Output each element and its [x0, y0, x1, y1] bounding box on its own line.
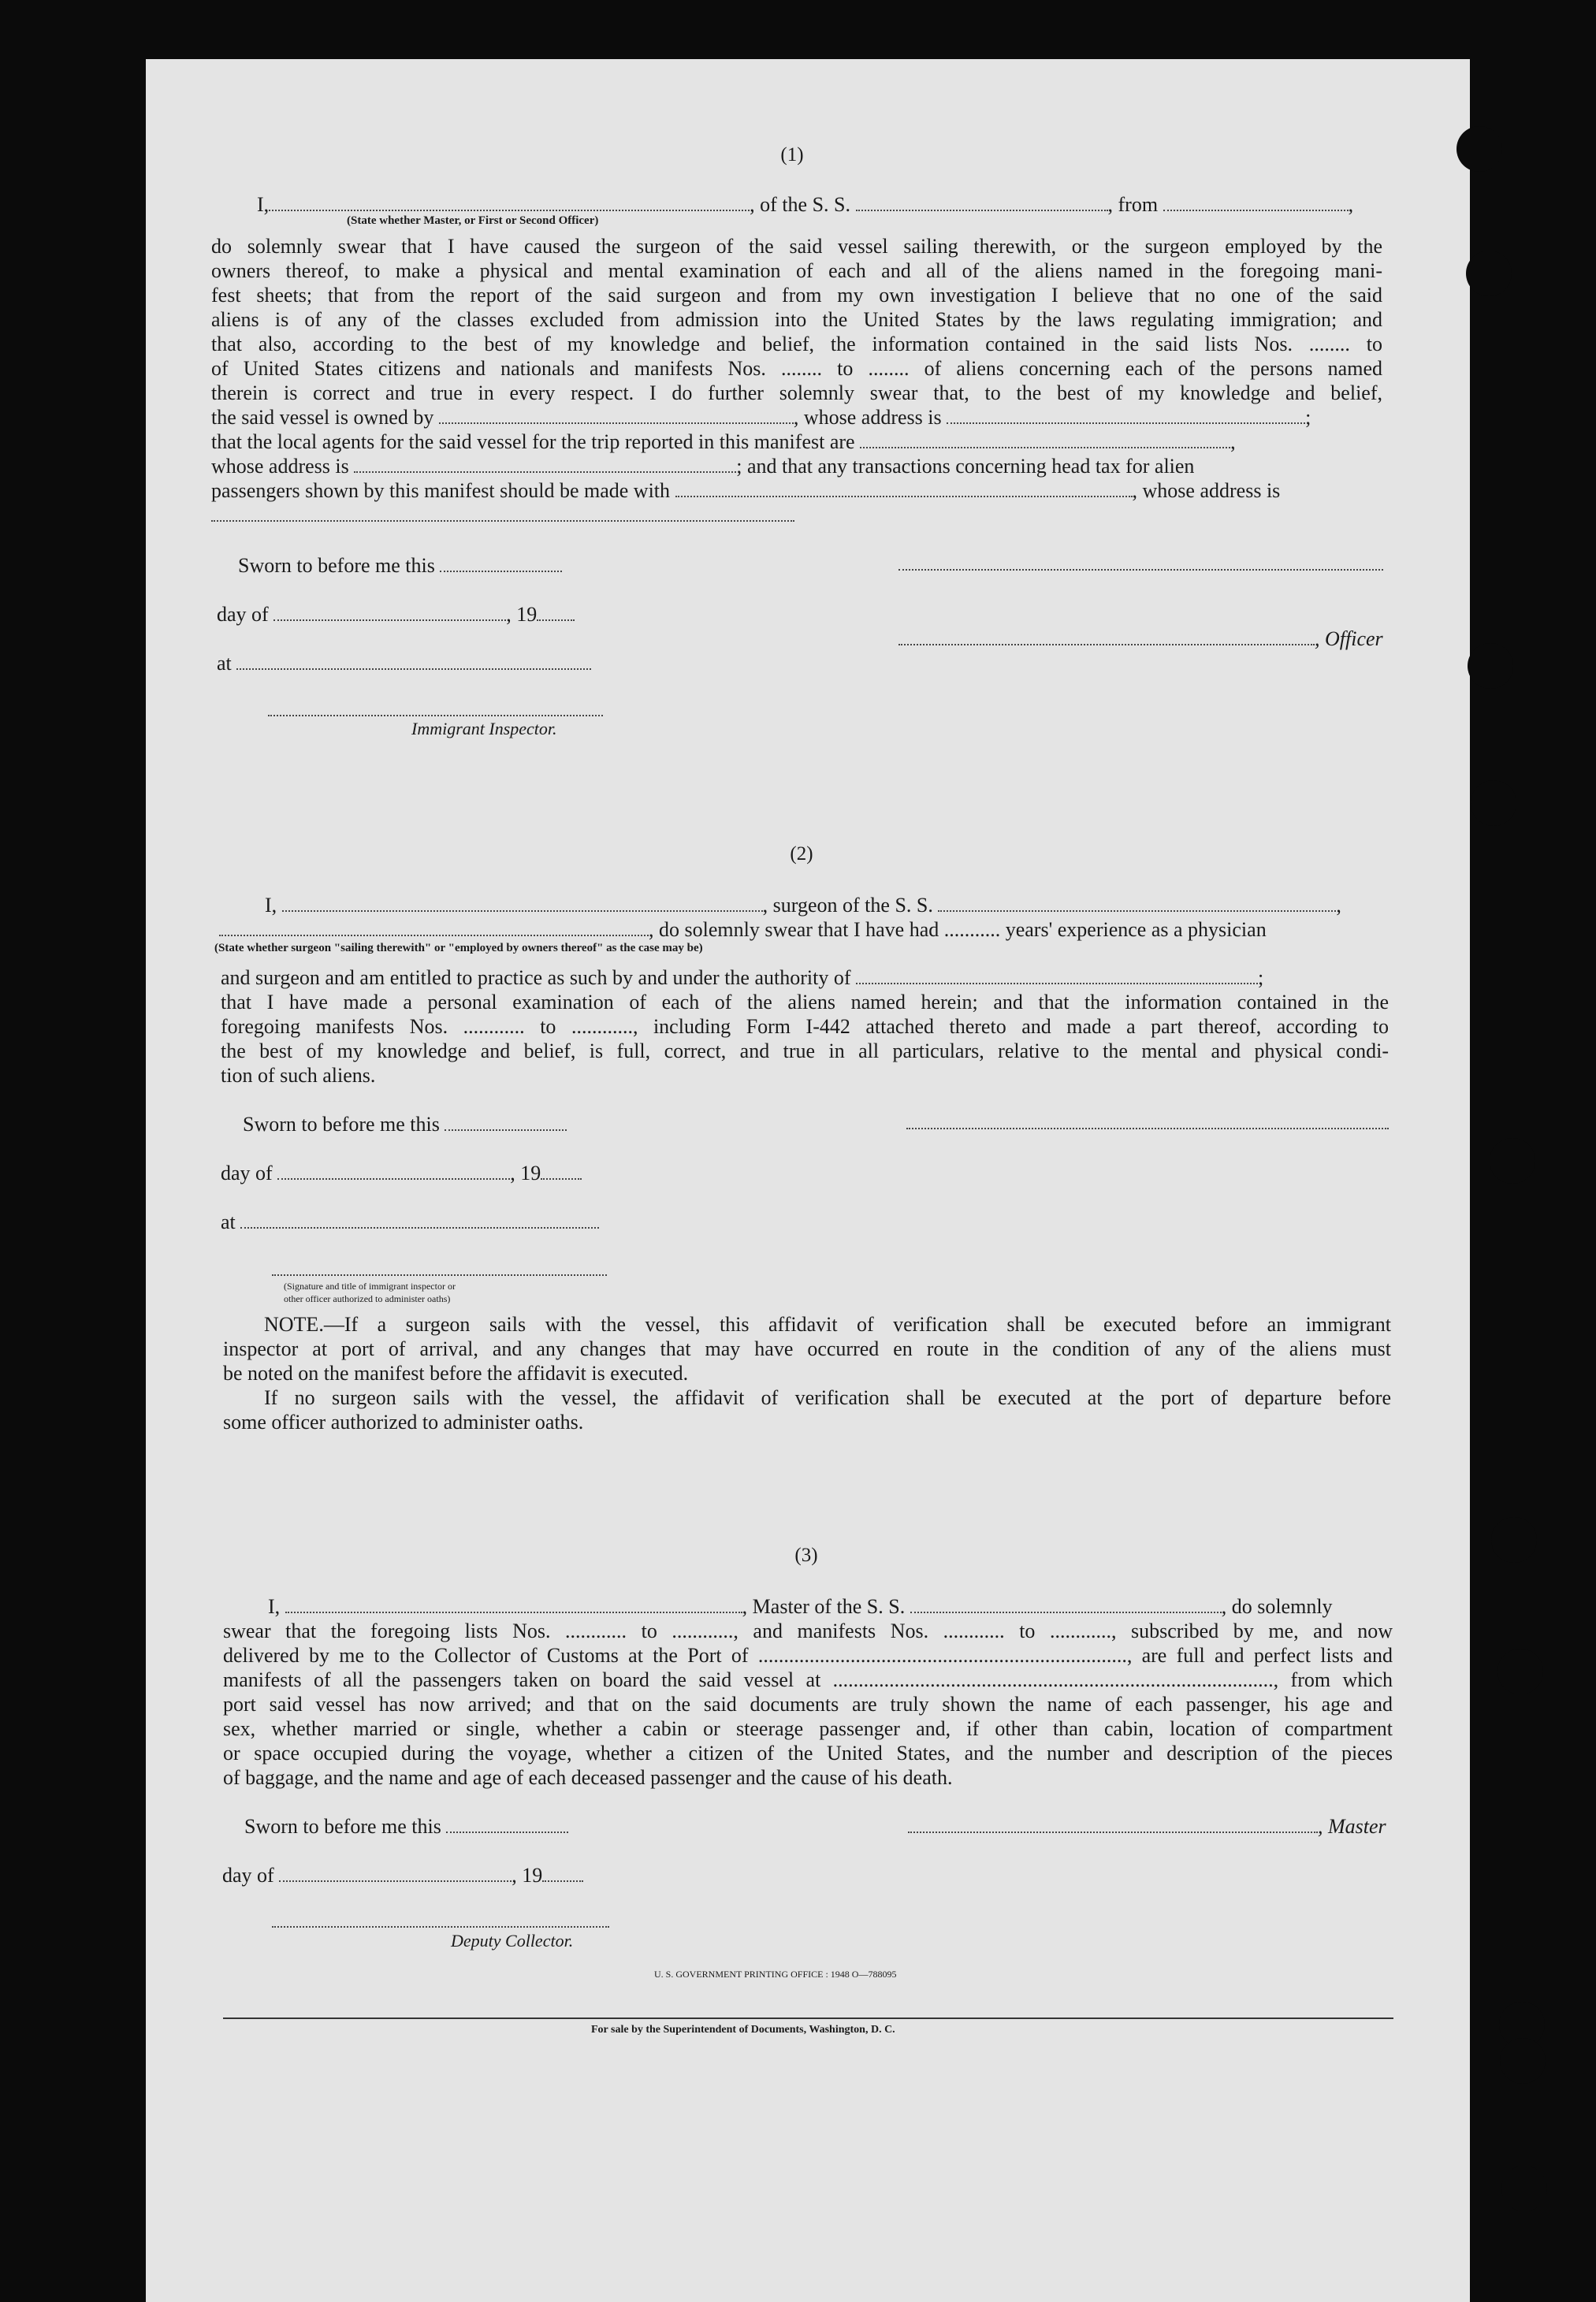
- line-surgeon-name: I, , surgeon of the S. S. ,: [265, 894, 1341, 917]
- divider: [223, 2018, 1393, 2019]
- paragraph-line: [211, 503, 1382, 527]
- blank-field[interactable]: [537, 605, 575, 621]
- paragraph-line: inspector at port of arrival, and any changes that may have occurred en route in the condition of any of the aliens must: [223, 1337, 1391, 1360]
- blank-field[interactable]: [898, 630, 1315, 645]
- punch-hole: [1490, 1138, 1535, 1184]
- signature-line[interactable]: [272, 1926, 609, 1928]
- paragraph-line: owners thereof, to make a physical and mental examination of each and all of the aliens named in the foregoing mani-: [211, 259, 1382, 282]
- text: and surgeon and am entitled to practice as such by and under the authority of: [221, 966, 851, 989]
- paragraph-line: be noted on the manifest before the affidavit is executed.: [223, 1362, 689, 1385]
- paragraph-line: swear that the foregoing lists Nos. ............ to ............, and manifests Nos. ............ to ............, subscribed by me, and now: [223, 1620, 1393, 1642]
- officer-line: [898, 627, 1383, 651]
- day-line: [222, 1863, 583, 1887]
- text: , whose address is: [1132, 479, 1281, 502]
- blank-field[interactable]: [285, 1597, 742, 1613]
- text: the said vessel is owned by: [211, 406, 434, 429]
- blank-field[interactable]: [1163, 195, 1349, 211]
- text: , whose address is: [793, 406, 942, 429]
- text: , from: [1107, 193, 1159, 216]
- text: Sworn to before me this: [243, 1113, 440, 1136]
- text: day of: [217, 603, 269, 626]
- punch-hole: [1456, 126, 1502, 172]
- line-surgeon-swear: [219, 917, 1389, 942]
- text: I,: [265, 894, 277, 917]
- text: , Master of the S. S.: [742, 1595, 906, 1618]
- blank-field[interactable]: [445, 1115, 567, 1131]
- section-number: (1): [780, 144, 804, 165]
- master-label: , Master: [1318, 1815, 1386, 1838]
- text: , 19: [512, 1864, 543, 1887]
- authority-line: and surgeon and am entitled to practice as such by and under the authority of ;: [221, 966, 1264, 989]
- text: Sworn to before me this: [238, 554, 435, 577]
- paragraph-line: If no surgeon sails with the vessel, the affidavit of verification shall be executed at the port of departure before: [264, 1386, 1391, 1409]
- paragraph-line: fest sheets; that from the report of the said surgeon and from my own investigation I believe that no one of the said: [211, 284, 1382, 307]
- paragraph-line: do solemnly swear that I have caused the surgeon of the said vessel sailing therewith, or the surgeon employed by the: [211, 235, 1382, 258]
- signature-line[interactable]: [268, 715, 603, 716]
- blank-field[interactable]: [908, 1817, 1318, 1833]
- blank-field[interactable]: [240, 1213, 599, 1229]
- paragraph-line: manifests of all the passengers taken on board the said vessel at ......................................................................................, from which: [223, 1668, 1393, 1691]
- paragraph-line: aliens is of any of the classes excluded from admission into the United States by the laws regulating immigration; and: [211, 308, 1382, 331]
- punch-hole: [1491, 1517, 1537, 1563]
- text: , do solemnly swear that I have had ........... years' experience as a physician: [649, 918, 1267, 941]
- paragraph-line: of baggage, and the name and age of each deceased passenger and the cause of his death.: [223, 1766, 953, 1789]
- paragraph-line: the said vessel is owned by , whose address is ;: [211, 406, 1311, 429]
- text: whose address is: [211, 455, 349, 478]
- inspector-label: Immigrant Inspector.: [411, 719, 557, 738]
- blank-field[interactable]: [279, 1866, 512, 1882]
- blank-field[interactable]: [938, 896, 1336, 912]
- punch-hole: [1497, 1649, 1543, 1694]
- text: I,: [257, 193, 270, 216]
- master-paragraph: [223, 1619, 1393, 1790]
- section-number: (2): [790, 843, 813, 865]
- blank-field[interactable]: [439, 408, 794, 424]
- blank-field[interactable]: [440, 556, 562, 572]
- text: , 19: [510, 1162, 541, 1184]
- field-note: (State whether Master, or First or Second Officer): [347, 214, 599, 227]
- paragraph-line: or space occupied during the voyage, whether a citizen of the United States, and the number and description of the pieces: [223, 1742, 1393, 1765]
- blank-field[interactable]: [269, 195, 750, 211]
- signature-note: other officer authorized to administer oaths): [284, 1293, 451, 1304]
- paragraph-line: foregoing manifests Nos. ............ to ............, including Form I-442 attached thereto and made a part thereof, according to: [221, 1015, 1389, 1038]
- paragraph-line: NOTE.—If a surgeon sails with the vessel, this affidavit of verification shall be executed before an immigrant: [264, 1313, 1391, 1336]
- section-number: (3): [794, 1545, 818, 1566]
- text: day of: [221, 1162, 273, 1184]
- blank-field[interactable]: [947, 408, 1305, 424]
- at-line: [221, 1210, 599, 1234]
- blank-field[interactable]: [277, 1164, 510, 1180]
- note-paragraph: [223, 1312, 1391, 1434]
- line-master-name: I, , of the S. S. , from ,: [257, 193, 1354, 216]
- day-line: [217, 602, 575, 627]
- punch-hole: [1501, 2166, 1547, 2211]
- signature-line[interactable]: [898, 569, 1383, 571]
- paragraph-line: that the local agents for the said vessel for the trip reported in this manifest are ,: [211, 430, 1236, 453]
- sworn-line: [243, 1112, 567, 1136]
- signature-note: (Signature and title of immigrant inspector or: [284, 1281, 456, 1292]
- blank-field[interactable]: [860, 433, 1230, 448]
- punch-hole: [1500, 2038, 1546, 2084]
- paragraph-line: that also, according to the best of my knowledge and belief, the information contained in the said lists Nos. ........ to: [211, 333, 1382, 355]
- blank-field[interactable]: [542, 1866, 583, 1882]
- officer-label: , Officer: [1315, 627, 1383, 650]
- sworn-line: [238, 553, 562, 578]
- sale-notice: For sale by the Superintendent of Documents, Washington, D. C.: [591, 2024, 895, 2036]
- text: , 19: [506, 603, 538, 626]
- blank-field[interactable]: [219, 920, 649, 936]
- paragraph-line: port said vessel has now arrived; and that on the said documents are truly shown the name of each passenger, his age and: [223, 1693, 1393, 1716]
- text: day of: [222, 1864, 274, 1887]
- field-note: (State whether surgeon "sailing therewith" or "employed by owners thereof" as the case may be): [214, 942, 703, 954]
- deputy-label: Deputy Collector.: [451, 1931, 574, 1951]
- blank-field[interactable]: [856, 969, 1258, 984]
- affidavit-paragraph: [211, 234, 1382, 527]
- text: Sworn to before me this: [244, 1815, 441, 1838]
- text: at: [221, 1211, 236, 1233]
- text: at: [217, 652, 232, 675]
- blank-field[interactable]: [211, 506, 794, 522]
- blank-field[interactable]: [675, 482, 1133, 497]
- blank-field[interactable]: [541, 1164, 582, 1180]
- blank-field[interactable]: [273, 605, 506, 621]
- paragraph-line: that I have made a personal examination of each of the aliens named herein; and that the information contained in the: [221, 991, 1389, 1013]
- blank-field[interactable]: [282, 896, 763, 912]
- paragraph-line: tion of such aliens.: [221, 1064, 376, 1087]
- punch-hole: [1471, 780, 1516, 826]
- paragraph-line: sex, whether married or single, whether a cabin or steerage passenger and, if other than cabin, location of compartment: [223, 1717, 1393, 1740]
- paragraph-line: therein is correct and true in every respect. I do further solemnly swear that, to the best of my knowledge and belief,: [211, 381, 1382, 404]
- text: that the local agents for the said vessel for the trip reported in this manifest are: [211, 430, 855, 453]
- day-line: [221, 1161, 582, 1185]
- punch-hole: [1466, 251, 1512, 296]
- text: passengers shown by this manifest should be made with: [211, 479, 671, 502]
- blank-field[interactable]: [910, 1597, 1222, 1613]
- text: , of the S. S.: [750, 193, 851, 216]
- paragraph-line: the best of my knowledge and belief, is full, correct, and true in all particulars, relative to the mental and physical condi-: [221, 1039, 1389, 1062]
- paragraph-line: [211, 454, 1382, 478]
- punch-hole: [1468, 643, 1513, 689]
- at-line: [217, 651, 591, 675]
- blank-field[interactable]: [856, 195, 1108, 211]
- paragraph-line: of United States citizens and nationals and manifests Nos. ........ to ........ of aliens concerning each of the persons named: [211, 357, 1382, 380]
- signature-line[interactable]: [906, 1128, 1389, 1129]
- paragraph-line: some officer authorized to administer oaths.: [223, 1411, 584, 1434]
- printer-imprint: U. S. GOVERNMENT PRINTING OFFICE : 1948 O—788095: [654, 1969, 897, 1980]
- paragraph-line: [211, 478, 1382, 503]
- sworn-line: [244, 1814, 568, 1839]
- line-master-swear: [268, 1594, 1333, 1619]
- paragraph-line: delivered by me to the Collector of Customs at the Port of ........................................................................, are full and perfect lists and: [223, 1644, 1393, 1667]
- blank-field[interactable]: [446, 1817, 568, 1833]
- surgeon-paragraph: [221, 990, 1389, 1088]
- text: , surgeon of the S. S.: [762, 894, 933, 917]
- text: , do solemnly: [1221, 1595, 1333, 1618]
- text: I,: [268, 1595, 281, 1618]
- signature-line[interactable]: [272, 1274, 607, 1276]
- blank-field[interactable]: [354, 457, 736, 473]
- blank-field[interactable]: [236, 654, 591, 670]
- master-sig-line: [908, 1814, 1386, 1839]
- text: ; and that any transactions concerning head tax for alien: [736, 455, 1195, 478]
